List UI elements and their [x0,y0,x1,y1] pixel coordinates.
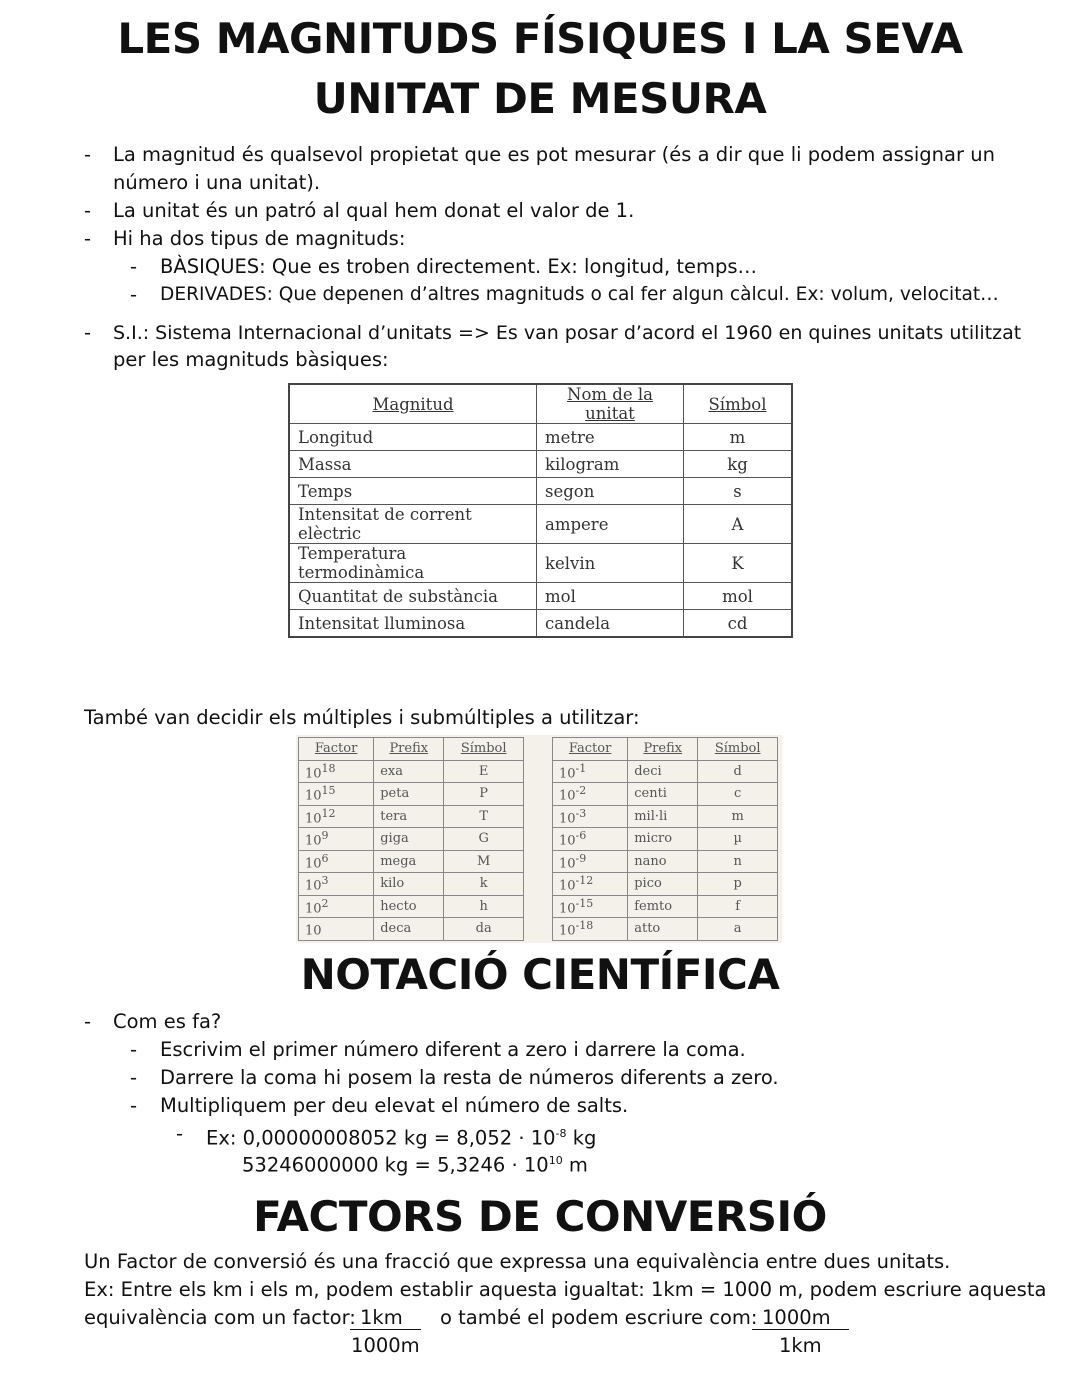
unit-name-cell: ampere [537,505,684,544]
factor-exponent: 2 [321,896,329,910]
factor-base: 10 [559,810,576,826]
conversion-factor-label: equivalència com un factor: [84,1306,356,1329]
bullet-tipus: Hi ha dos tipus de magnituds: [113,227,406,250]
bullet-dash: - [130,1094,138,1117]
table-header-row [299,738,524,761]
multiples-intro: També van decidir els múltiples i submúltiples a utilitzar: [84,706,640,729]
prefix-cell: tera [374,805,444,828]
factor-exponent: 6 [321,851,329,865]
page-title-line2: UNITAT DE MESURA [313,74,767,123]
page-title-line1: LES MAGNITUDS FÍSIQUES I LA SEVA [117,14,963,63]
table-row [553,760,778,783]
prefix-table-image [296,735,782,943]
bullet-dash: - [84,1010,92,1033]
prefix-cell: exa [374,760,444,783]
factor-base: 10 [559,923,576,939]
table-row [553,805,778,828]
symbol-cell: G [444,828,524,851]
factor-base: 10 [305,923,322,939]
table-row [289,451,792,478]
table-row [553,895,778,918]
prefix-cell: femto [628,895,698,918]
factor-cell [299,828,374,851]
header-simbol: Símbol [444,738,524,761]
symbol-cell: n [698,850,778,873]
table-row [553,918,778,941]
example2-exponent: 10 [548,1154,563,1167]
conversion-definition: Un Factor de conversió és una fracció que expressa una equivalència entre dues unitats. [84,1250,951,1273]
symbol-cell: P [444,783,524,806]
bullet-dash: - [130,1038,138,1061]
prefix-cell: pico [628,873,698,896]
factor-cell [299,760,374,783]
symbol-cell: T [444,805,524,828]
table-row [299,805,524,828]
header-nom-unitat: Nom de la unitat [537,384,684,424]
bullet-magnitud-line2: número i una unitat). [113,171,321,194]
header-magnitud: Magnitud [289,384,537,424]
factor-base: 10 [305,878,322,894]
notation-example2 [242,1147,588,1180]
symbol-cell: s [684,478,793,505]
submultiples-table [552,737,778,941]
factor-cell [299,873,374,896]
factor-exponent: -3 [575,806,587,820]
factor-base: 10 [559,788,576,804]
bullet-unitat: La unitat és un patró al qual hem donat el valor de 1. [113,199,635,222]
symbol-cell: d [698,760,778,783]
magnitud-cell: Quantitat de substància [289,583,537,610]
symbol-cell: M [444,850,524,873]
factor-exponent: -6 [575,829,587,843]
symbol-cell: m [684,424,793,451]
bullet-si-line1: S.I.: Sistema Internacional d’unitats => Es van posar d’acord el 1960 en quines unitats utilitzat [113,322,1022,344]
factor-cell [299,805,374,828]
header-factor: Factor [299,738,374,761]
fraction2-denominator: 1km [778,1334,822,1357]
factor-base: 10 [305,788,322,804]
bullet-dash: - [130,1066,138,1089]
fraction-1000m-over-1km [752,1304,849,1360]
unit-name-cell: candela [537,610,684,638]
unit-name-cell: segon [537,478,684,505]
symbol-cell: A [684,505,793,544]
header-prefix: Prefix [374,738,444,761]
factor-exponent: 15 [321,784,336,798]
factor-exponent: 12 [321,806,336,820]
factor-cell [553,828,628,851]
magnitud-cell: Massa [289,451,537,478]
fraction-1km-over-1000m [350,1304,421,1360]
bullet-basiques: BÀSIQUES: Que es troben directement. Ex: longitud, temps… [160,255,758,278]
factor-exponent: 3 [321,874,329,888]
si-units-table [288,383,793,638]
prefix-cell: mil·li [628,805,698,828]
notation-step3: Multipliquem per deu elevat el número de salts. [160,1094,629,1117]
table-header-row [289,384,792,424]
factor-base: 10 [305,765,322,781]
factor-base: 10 [559,833,576,849]
fraction2-numerator: 1000m [752,1306,849,1330]
section-title-factors: FACTORS DE CONVERSIÓ [253,1192,827,1241]
factor-base: 10 [559,855,576,871]
factor-exponent: -12 [575,874,594,888]
prefix-cell: centi [628,783,698,806]
factor-exponent: -15 [575,896,594,910]
header-prefix: Prefix [628,738,698,761]
conversion-example: Ex: Entre els km i els m, podem establir aquesta igualtat: 1km = 1000 m, podem escriure aquesta [84,1278,1047,1301]
symbol-cell: c [698,783,778,806]
symbol-cell: h [444,895,524,918]
bullet-derivades: DERIVADES: Que depenen d’altres magnituds o cal fer algun càlcul. Ex: volum, velocitat… [160,284,999,305]
bullet-dash: - [176,1122,184,1145]
symbol-cell: cd [684,610,793,638]
prefix-cell: kilo [374,873,444,896]
factor-base: 10 [305,810,322,826]
factor-exponent: 9 [321,829,329,843]
prefix-cell: peta [374,783,444,806]
example1-unit: kg [566,1126,597,1150]
bullet-dash: - [84,199,92,222]
factor-cell [299,918,374,941]
bullet-dash: - [130,255,138,278]
symbol-cell: µ [698,828,778,851]
factor-cell [553,873,628,896]
magnitud-cell: Temperatura termodinàmica [289,544,537,583]
symbol-cell: E [444,760,524,783]
factor-cell [299,895,374,918]
prefix-cell: nano [628,850,698,873]
bullet-dash: - [130,283,138,306]
factor-base: 10 [305,833,322,849]
magnitud-cell: Intensitat lluminosa [289,610,537,638]
factor-exponent: 18 [321,761,336,775]
factor-cell [553,783,628,806]
symbol-cell: a [698,918,778,941]
symbol-cell: m [698,805,778,828]
prefix-cell: deca [374,918,444,941]
fraction1-denominator: 1000m [351,1334,420,1357]
bullet-si-line2: per les magnituds bàsiques: [113,348,389,371]
bullet-dash: - [84,321,92,344]
factor-exponent: -1 [575,761,587,775]
example1-exponent: -8 [555,1127,567,1140]
header-simbol: Símbol [698,738,778,761]
prefix-cell: giga [374,828,444,851]
notation-step2: Darrere la coma hi posem la resta de números diferents a zero. [160,1066,779,1089]
header-simbol: Símbol [684,384,793,424]
table-row [553,828,778,851]
bullet-dash: - [84,143,92,166]
table-row [553,783,778,806]
example2-unit: m [562,1153,588,1177]
symbol-cell: da [444,918,524,941]
table-row [289,583,792,610]
factor-exponent: -18 [575,919,594,933]
factor-cell [299,850,374,873]
prefix-cell: hecto [374,895,444,918]
factor-cell [299,783,374,806]
unit-name-cell: kilogram [537,451,684,478]
conversion-alt-label: o també el podem escriure com: [440,1306,758,1329]
symbol-cell: K [684,544,793,583]
magnitud-cell: Temps [289,478,537,505]
notation-question: Com es fa? [113,1010,222,1033]
multiples-table [298,737,524,941]
table-row [289,610,792,638]
magnitud-cell: Longitud [289,424,537,451]
symbol-cell: f [698,895,778,918]
factor-exponent: -2 [575,784,587,798]
factor-cell [553,895,628,918]
prefix-cell: atto [628,918,698,941]
table-row [553,850,778,873]
factor-exponent: -9 [575,851,587,865]
factor-cell [553,918,628,941]
unit-name-cell: kelvin [537,544,684,583]
prefix-cell: micro [628,828,698,851]
factor-base: 10 [305,855,322,871]
table-row [299,783,524,806]
factor-cell [553,760,628,783]
table-row [289,544,792,583]
fraction1-numerator: 1km [350,1306,421,1330]
symbol-cell: kg [684,451,793,478]
factor-base: 10 [305,900,322,916]
table-row [299,918,524,941]
prefix-cell: mega [374,850,444,873]
table-row [299,895,524,918]
table-row [299,828,524,851]
header-factor: Factor [553,738,628,761]
example1-text: Ex: 0,00000008052 kg = 8,052 · 10 [206,1126,556,1150]
symbol-cell: k [444,873,524,896]
table-row [299,850,524,873]
symbol-cell: mol [684,583,793,610]
unit-name-cell: mol [537,583,684,610]
table-row [299,873,524,896]
prefix-cell: deci [628,760,698,783]
table-row [299,760,524,783]
bullet-magnitud-line1: La magnitud és qualsevol propietat que es pot mesurar (és a dir que li podem assignar un [113,143,995,166]
notation-step1: Escrivim el primer número diferent a zero i darrere la coma. [160,1038,746,1061]
example2-text: 53246000000 kg = 5,3246 · 10 [242,1153,549,1177]
factor-base: 10 [559,900,576,916]
factor-cell [553,805,628,828]
table-row [553,873,778,896]
table-row [289,424,792,451]
magnitud-cell: Intensitat de corrent elèctric [289,505,537,544]
section-title-notacio: NOTACIÓ CIENTÍFICA [300,950,780,999]
table-row [289,478,792,505]
bullet-dash: - [84,227,92,250]
factor-base: 10 [559,878,576,894]
factor-cell [553,850,628,873]
factor-base: 10 [559,765,576,781]
symbol-cell: p [698,873,778,896]
table-header-row [553,738,778,761]
unit-name-cell: metre [537,424,684,451]
table-row [289,505,792,544]
